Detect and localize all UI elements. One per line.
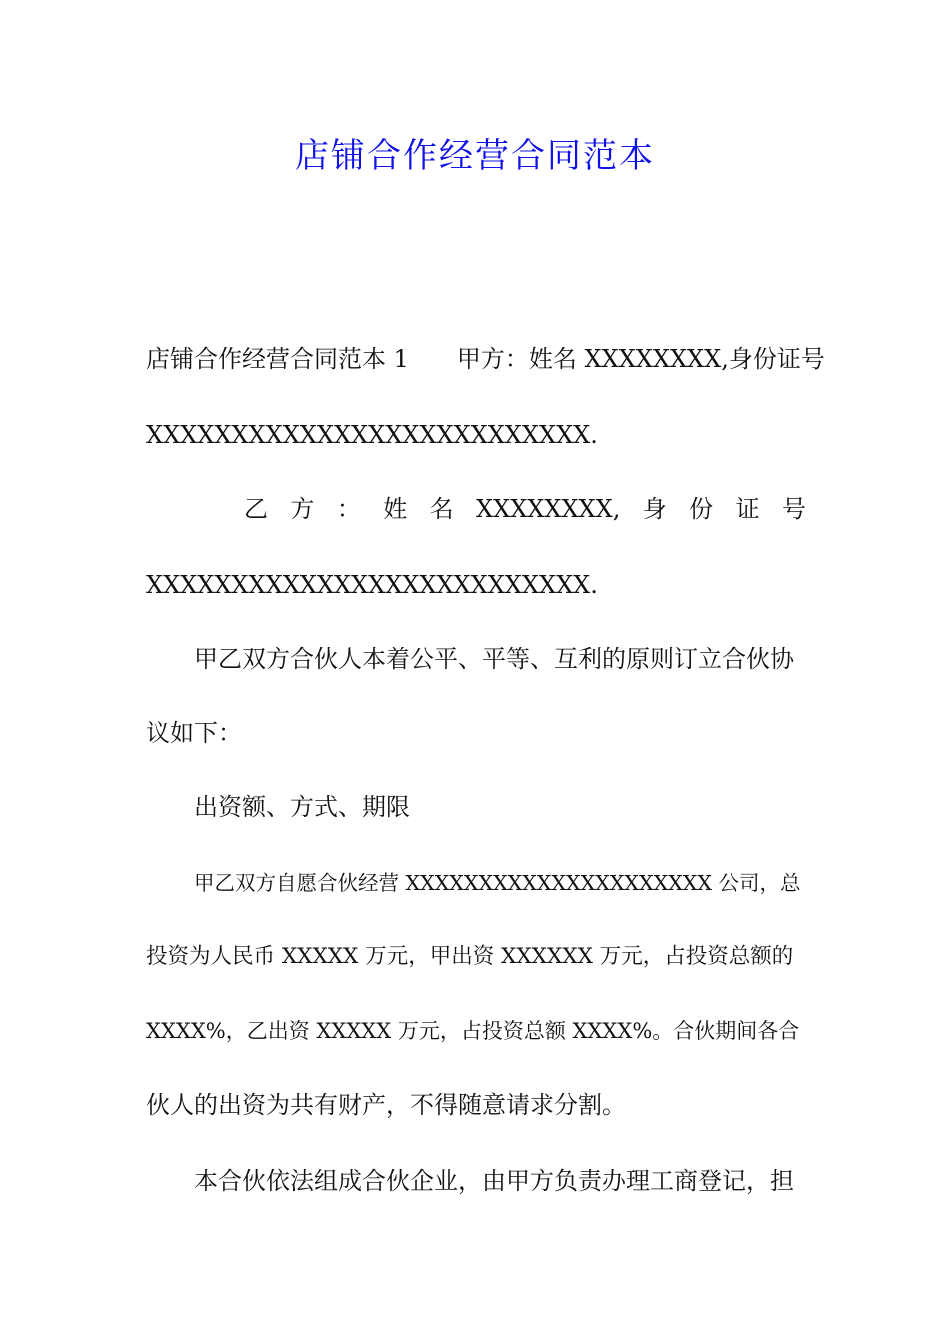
body-line-8: 甲乙双方自愿合伙经营 XXXXXXXXXXXXXXXXXXXXX 公司，总 xyxy=(194,871,801,895)
body-line-1: 店铺合作经营合同范本 1 甲方：姓名 XXXXXXXX,身份证号 xyxy=(146,345,825,373)
body-line-3 xyxy=(146,494,806,524)
line-3-char: 方 xyxy=(290,495,315,523)
body-line-4: XXXXXXXXXXXXXXXXXXXXXXXXXX. xyxy=(146,571,598,599)
body-line-5: 甲乙双方合伙人本着公平、平等、互利的原则订立合伙协 xyxy=(194,645,794,673)
body-line-2: XXXXXXXXXXXXXXXXXXXXXXXXXX. xyxy=(146,421,598,449)
line-3-char: 姓 xyxy=(383,495,408,523)
line-3-char: 名 xyxy=(429,495,454,523)
body-line-6: 议如下： xyxy=(146,719,242,747)
line-3-char: XXXXXXXX, xyxy=(476,495,621,523)
body-line-12: 本合伙依法组成合伙企业，由甲方负责办理工商登记，担 xyxy=(194,1167,794,1195)
line-3-char: 乙 xyxy=(244,495,268,523)
body-line-11: 伙人的出资为共有财产，不得随意请求分割。 xyxy=(146,1091,626,1119)
line-3-char: ： xyxy=(336,495,361,523)
line-3-char: 号 xyxy=(781,495,806,523)
line-3-char: 份 xyxy=(689,495,714,523)
body-line-9: 投资为人民币 XXXXX 万元，甲出资 XXXXXX 万元，占投资总额的 xyxy=(146,944,794,969)
body-line-10: XXXX%，乙出资 XXXXX 万元，占投资总额 XXXX%。合伙期间各合 xyxy=(146,1019,800,1043)
section-heading: 出资额、方式、期限 xyxy=(194,793,410,821)
document-title: 店铺合作经营合同范本 xyxy=(295,136,655,176)
line-3-char: 身 xyxy=(642,495,667,523)
line-3-char: 证 xyxy=(735,495,760,523)
